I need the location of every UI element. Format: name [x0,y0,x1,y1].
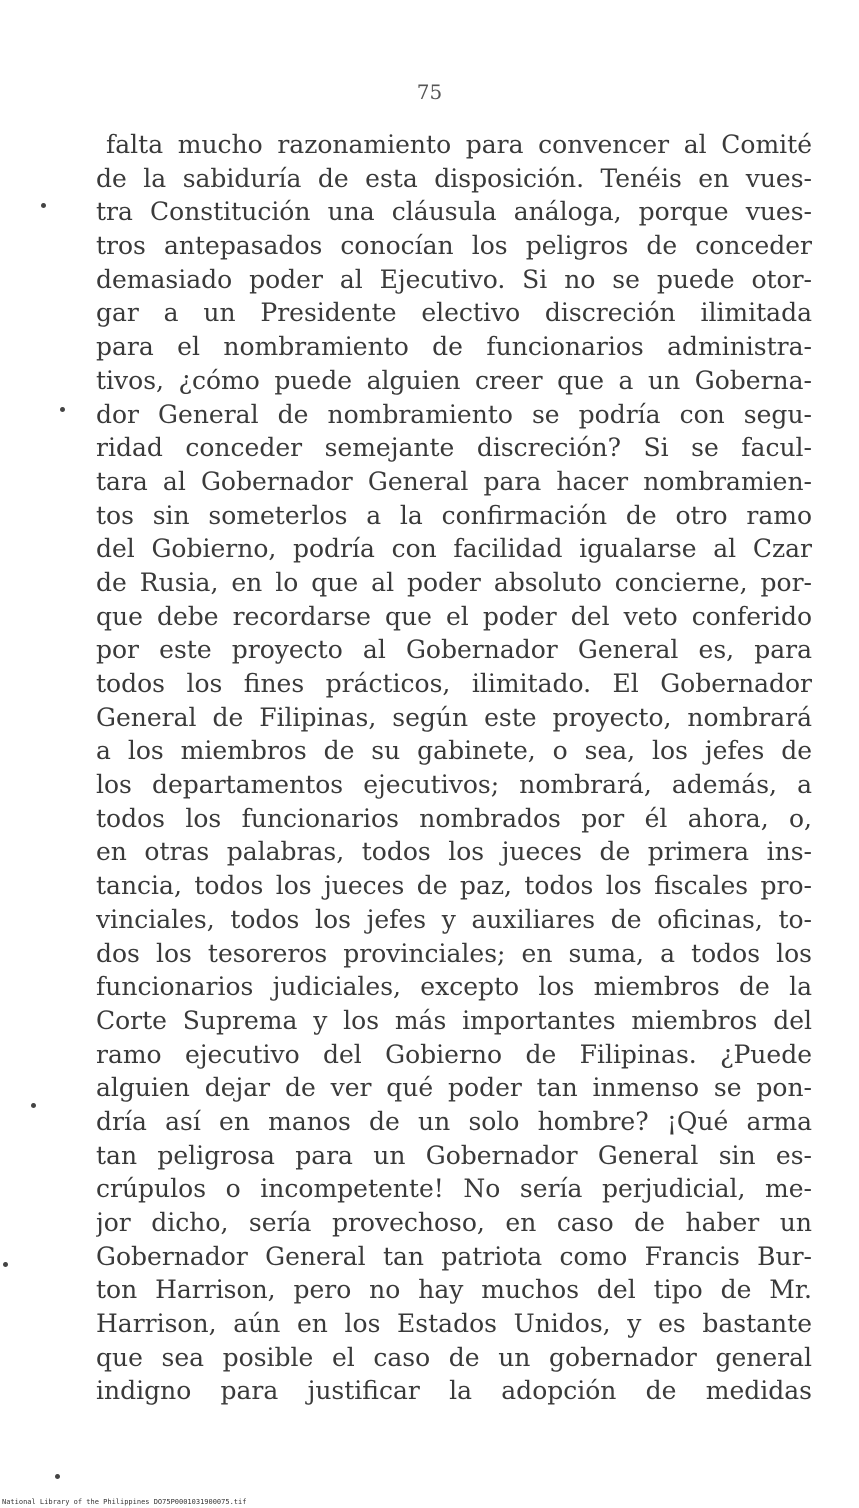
text-line: que sea posible el caso de un gobernador general [96,1342,812,1372]
text-line: alguien dejar de ver qué poder tan inmenso se pon- [96,1073,812,1103]
text-line: dría así en manos de un solo hombre? ¡Qué arma [96,1106,812,1136]
text-line: de la sabiduría de esta disposición. Tenéis en vues- [96,163,812,193]
text-line: tancia, todos los jueces de paz, todos los fiscales pro- [96,871,812,901]
text-line: en otras palabras, todos los jueces de primera ins- [96,837,812,867]
page-number: 75 [416,80,443,104]
margin-mark [3,1262,8,1267]
text-line: Gobernador General tan patriota como Francis Bur- [96,1241,812,1271]
text-line: para el nombramiento de funcionarios administra- [96,332,812,362]
text-line: de Rusia, en lo que al poder absoluto concierne, por- [96,567,812,597]
margin-mark [41,203,46,208]
text-line: que debe recordarse que el poder del veto conferido [96,601,812,631]
text-line: jor dicho, sería provechoso, en caso de haber un [96,1208,812,1237]
text-line: tivos, ¿cómo puede alguien creer que a un Goberna- [96,365,812,395]
text-line: Corte Suprema y los más importantes miembros del [96,1005,812,1035]
text-line: a los miembros de su gabinete, o sea, los jefes de [96,736,812,766]
text-line: ton Harrison, pero no hay muchos del tipo de Mr. [96,1275,812,1305]
text-line: gar a un Presidente electivo discreción ilimitada [96,298,812,328]
text-line: los departamentos ejecutivos; nombrará, además, a [96,770,812,800]
text-line: demasiado poder al Ejecutivo. Si no se puede otor- [96,264,812,294]
text-line: falta mucho razonamiento para convencer al Comité [106,130,812,159]
text-line: dos los tesoreros provinciales; en suma, a todos los [96,938,812,968]
text-line: dor General de nombramiento se podría con segu- [96,399,812,429]
text-line: ridad conceder semejante discreción? Si se facul- [96,433,812,463]
margin-mark [31,1103,36,1108]
body-text [96,128,812,1408]
text-line: crúpulos o incompetente! No sería perjudicial, me- [96,1174,812,1204]
text-line: indigno para justificar la adopción de medidas [96,1376,812,1406]
text-line: tos sin someterlos a la confirmación de otro ramo [96,500,812,530]
text-line: del Gobierno, podría con facilidad igualarse al Czar [96,534,812,564]
text-line: General de Filipinas, según este proyecto, nombrará [96,702,812,732]
text-line: por este proyecto al Gobernador General es, para [96,635,812,665]
text-line: vinciales, todos los jefes y auxiliares de oficinas, to- [96,904,812,934]
margin-mark [55,1474,60,1479]
margin-mark [60,407,65,412]
text-line: ramo ejecutivo del Gobierno de Filipinas. ¿Puede [96,1039,812,1069]
text-line: funcionarios judiciales, excepto los miembros de la [96,972,812,1002]
text-line: tara al Gobernador General para hacer nombramien- [96,466,812,496]
text-line: Harrison, aún en los Estados Unidos, y es bastante [96,1309,812,1339]
text-line: tra Constitución una cláusula análoga, porque vues- [96,197,812,227]
footer-credit: National Library of the Philippines DO75P0001031900075.tif [2,1498,247,1506]
text-line: todos los fines prácticos, ilimitado. El Gobernador [96,669,812,698]
text-line: tan peligrosa para un Gobernador General sin es- [96,1140,812,1170]
text-line: todos los funcionarios nombrados por él ahora, o, [96,803,812,833]
text-line: tros antepasados conocían los peligros de conceder [96,231,812,261]
